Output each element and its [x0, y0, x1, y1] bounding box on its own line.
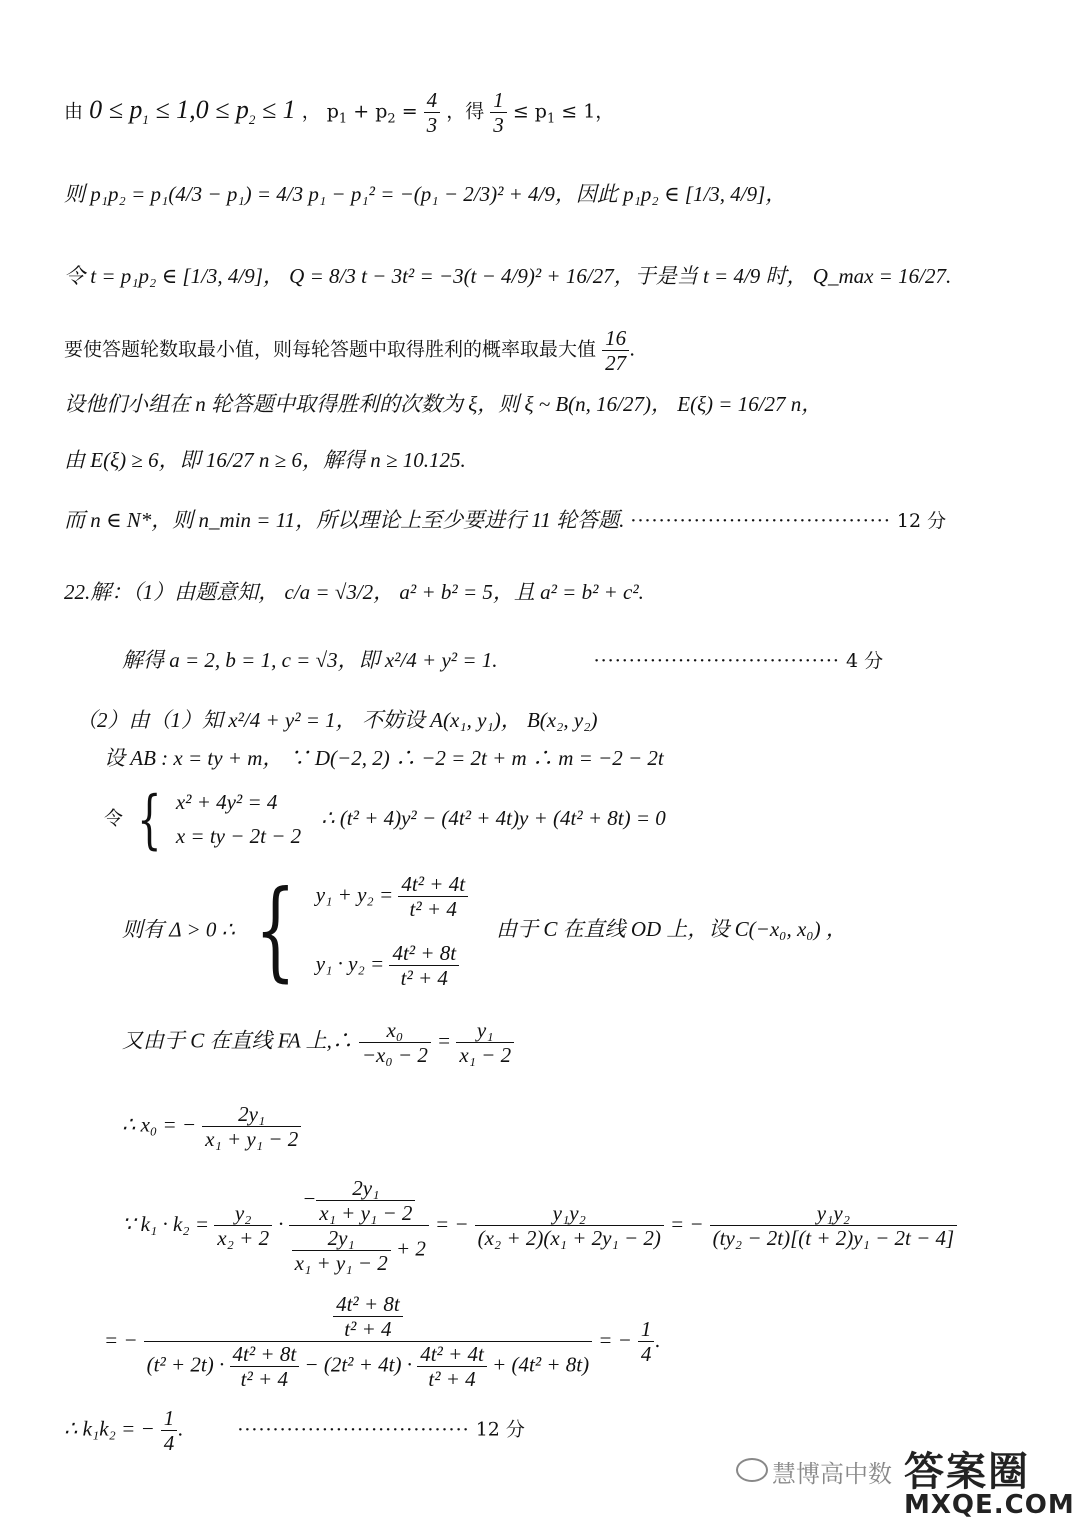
formula-text: 则有 Δ > 0 ∴ — [122, 917, 235, 942]
fraction — [214, 1201, 272, 1250]
line-13 — [122, 868, 847, 994]
line-3 — [64, 266, 951, 287]
denominator: x₁ + y₁ − 2 — [294, 1251, 388, 1276]
formula-text: ∵ k₁ · k₂ = — [122, 1211, 215, 1236]
fraction — [602, 326, 629, 375]
formula-part: ≤ 1 — [255, 94, 296, 124]
text: ，得 — [446, 100, 485, 123]
formula-part: = — [395, 100, 424, 123]
formula-part: ≤ 1,0 ≤ p — [148, 94, 249, 124]
fraction — [202, 1102, 301, 1151]
line-17 — [104, 1292, 660, 1392]
watermark — [736, 1440, 1076, 1524]
numerator — [289, 1176, 429, 1226]
equation-row: x = ty − 2t − 2 — [175, 823, 302, 848]
formula-part: (t² + 2t) · — [146, 1352, 230, 1377]
fraction — [316, 1176, 415, 1225]
formula-text: 则 p₁p₂ = p₁(4/3 − p₁) = 4/3 p₁ − p₁² = −(p₁ − 2/3)² + 4/9，因此 p₁p₂ ∈ [1/3, 4/9]， — [64, 182, 787, 206]
line-2 — [64, 184, 786, 205]
formula-text: 令 t = p₁p₂ ∈ [1/3, 4/9]， Q = 8/3 t − 3t² = −3(t − 4/9)² + 16/27，于是当 t = 4/9 时， Q_max = 16/27. — [64, 264, 952, 288]
numerator: y₁y₂ — [475, 1201, 664, 1226]
fraction — [333, 1292, 403, 1341]
numerator: 4t² + 8t — [230, 1342, 300, 1367]
wechat-icon — [736, 1458, 768, 1482]
formula-text: 由 E(ξ) ≥ 6，即 16/27 n ≥ 6，解得 n ≥ 10.125. — [64, 448, 466, 472]
line-7 — [64, 510, 946, 531]
fraction — [710, 1201, 958, 1250]
formula-part: = — [436, 1028, 457, 1053]
numerator: 4t² + 8t — [389, 941, 459, 966]
formula-text: 解得 a = 2, b = 1, c = √3，即 x²/4 + y² = 1. — [122, 648, 498, 672]
text: 要使答题轮数取最小值，则每轮答题中取得胜利的概率取最大值 — [64, 338, 597, 361]
fraction — [230, 1342, 300, 1391]
formula-text: 设 AB : x = ty + m， ∵ D(−2, 2) ∴ −2 = 2t + m ∴ m = −2 − 2t — [104, 746, 664, 770]
formula-part: = − — [669, 1211, 704, 1236]
fraction — [475, 1201, 664, 1250]
formula-text: ∴ k₁k₂ = − — [64, 1416, 155, 1441]
leader-dots: ··································· — [593, 650, 840, 672]
numerator: 16 — [602, 326, 629, 351]
leader-dots: ································· — [237, 1418, 470, 1441]
fraction — [417, 1342, 487, 1391]
formula-text: 22.解：（1）由题意知， c/a = √3/2， a² + b² = 5，且 a² = b² + c². — [64, 580, 644, 604]
score-label: 12 分 — [475, 1418, 525, 1441]
formula-text: = − — [104, 1327, 138, 1352]
denominator: x₁ − 2 — [459, 1043, 512, 1068]
formula-part: ≤ p — [512, 100, 547, 123]
score-label: 4 分 — [846, 650, 884, 672]
denominator: 27 — [605, 351, 627, 376]
equation-system — [316, 872, 468, 991]
denominator: 3 — [493, 113, 504, 138]
line-5 — [64, 394, 822, 415]
denominator: x₁ + y₁ − 2 — [205, 1127, 299, 1152]
numerator: y₁y₂ — [710, 1201, 958, 1226]
numerator: 4t² + 8t — [333, 1292, 403, 1317]
formula-part: y₁ · y₂ = — [315, 951, 390, 976]
fraction — [424, 88, 441, 137]
left-brace: { — [254, 868, 297, 994]
denominator: x₂ + 2 — [217, 1226, 270, 1251]
line-4 — [64, 326, 635, 375]
equation-row — [316, 941, 468, 990]
line-8 — [64, 582, 644, 603]
numerator: 4t² + 4t — [398, 872, 468, 897]
denominator: t² + 4 — [344, 1317, 392, 1342]
formula-part: − (2t² + 4t) · — [299, 1352, 418, 1377]
text: 由 — [64, 100, 84, 123]
formula-text: 而 n ∈ N*，则 n_min = 11，所以理论上至少要进行 11 轮答题. — [64, 508, 625, 532]
formula-part: + (4t² + 8t) — [486, 1352, 590, 1377]
numerator: y₂ — [214, 1201, 272, 1226]
fraction — [359, 1018, 431, 1067]
line-15 — [122, 1102, 301, 1151]
formula-text: （2）由（1）知 x²/4 + y² = 1， 不妨设 A(x₁, y₁)， B(x₂, y₂) — [76, 708, 598, 732]
formula-part: = − — [434, 1211, 469, 1236]
line-9 — [122, 650, 883, 671]
line-6 — [64, 450, 466, 471]
compound-fraction — [144, 1292, 593, 1392]
numerator: 2y₁ — [316, 1176, 415, 1201]
formula-part: + p — [353, 100, 388, 123]
compound-fraction — [289, 1176, 429, 1276]
denominator: 4 — [640, 1342, 652, 1367]
equation-system — [176, 786, 301, 853]
subscript: 1 — [338, 111, 348, 127]
equation-row — [316, 872, 468, 921]
equation-row: x² + 4y² = 4 — [175, 790, 278, 814]
formula-part: ， p — [301, 100, 339, 123]
formula-text: 由于 C 在直线 OD 上，设 C(−x₀, x₀) ， — [496, 917, 847, 942]
logo-text: 答案圈 — [904, 1449, 1030, 1495]
formula-part: ≤ 1， — [555, 100, 615, 123]
subscript: 2 — [387, 111, 396, 127]
fraction — [456, 1018, 514, 1067]
fraction — [638, 1317, 655, 1366]
minus-sign: − — [302, 1186, 317, 1211]
denominator: 4 — [163, 1431, 175, 1456]
fraction — [490, 88, 507, 137]
text: 令 — [104, 807, 124, 830]
numerator: 1 — [490, 88, 507, 113]
formula-part: . — [654, 1329, 661, 1352]
text: . — [629, 338, 636, 361]
numerator — [144, 1292, 593, 1342]
formula-text: ∴ x₀ = − — [122, 1112, 197, 1137]
denominator: t² + 4 — [409, 897, 457, 922]
subscript: 1 — [142, 111, 149, 127]
denominator: t² + 4 — [240, 1367, 288, 1392]
fraction — [398, 872, 468, 921]
numerator: 4t² + 4t — [417, 1342, 487, 1367]
formula-text: 又由于 C 在直线 FA 上,∴ — [122, 1028, 353, 1053]
numerator: 1 — [638, 1317, 655, 1342]
subscript: 2 — [248, 111, 256, 127]
formula-text: 设他们小组在 n 轮答题中取得胜利的次数为 ξ，则 ξ ~ B(n, 16/27)， E(ξ) = 16/27 n， — [64, 392, 823, 416]
fraction — [389, 941, 459, 990]
score-label: 12 分 — [896, 510, 947, 532]
denominator — [289, 1226, 429, 1275]
formula-text: ∴ (t² + 4)y² − (4t² + 4t)y + (4t² + 8t) = 0 — [321, 805, 666, 830]
formula-part: = − — [598, 1327, 632, 1352]
subscript: 1 — [546, 111, 556, 127]
formula-part: 0 ≤ p — [89, 94, 143, 124]
left-brace: { — [137, 782, 162, 857]
denominator: −x₀ − 2 — [361, 1043, 428, 1068]
line-14 — [122, 1018, 514, 1067]
formula-part: y₁ + y₂ = — [315, 882, 399, 907]
denominator — [144, 1342, 593, 1391]
line-10 — [76, 710, 598, 731]
numerator: 1 — [161, 1406, 178, 1431]
formula-part: · — [278, 1211, 289, 1236]
fraction — [161, 1406, 178, 1455]
line-11 — [104, 748, 664, 769]
brand-text: 慧博高中数 — [772, 1460, 892, 1488]
denominator: x₁ + y₁ − 2 — [319, 1201, 413, 1226]
fraction — [292, 1226, 391, 1275]
denominator: (ty₂ − 2t)[(t + 2)y₁ − 2t − 4] — [712, 1226, 955, 1251]
numerator: x₀ — [359, 1018, 431, 1043]
leader-dots: ····································· — [630, 510, 891, 532]
line-16 — [122, 1176, 957, 1276]
formula — [89, 94, 296, 127]
denominator: t² + 4 — [400, 966, 448, 991]
denominator: (x₂ + 2)(x₁ + 2y₁ − 2) — [477, 1226, 661, 1251]
numerator: 2y₁ — [292, 1226, 391, 1251]
formula-part: . — [177, 1418, 184, 1441]
line-18 — [64, 1406, 525, 1455]
line-1 — [64, 88, 614, 137]
numerator: 2y₁ — [202, 1102, 301, 1127]
numerator: y₁ — [456, 1018, 514, 1043]
denominator: 3 — [426, 113, 438, 138]
line-12 — [104, 782, 666, 857]
site-text: MXQE.COM — [904, 1490, 1075, 1520]
denominator: t² + 4 — [428, 1367, 476, 1392]
numerator: 4 — [424, 88, 441, 113]
formula-part: + 2 — [390, 1236, 426, 1261]
